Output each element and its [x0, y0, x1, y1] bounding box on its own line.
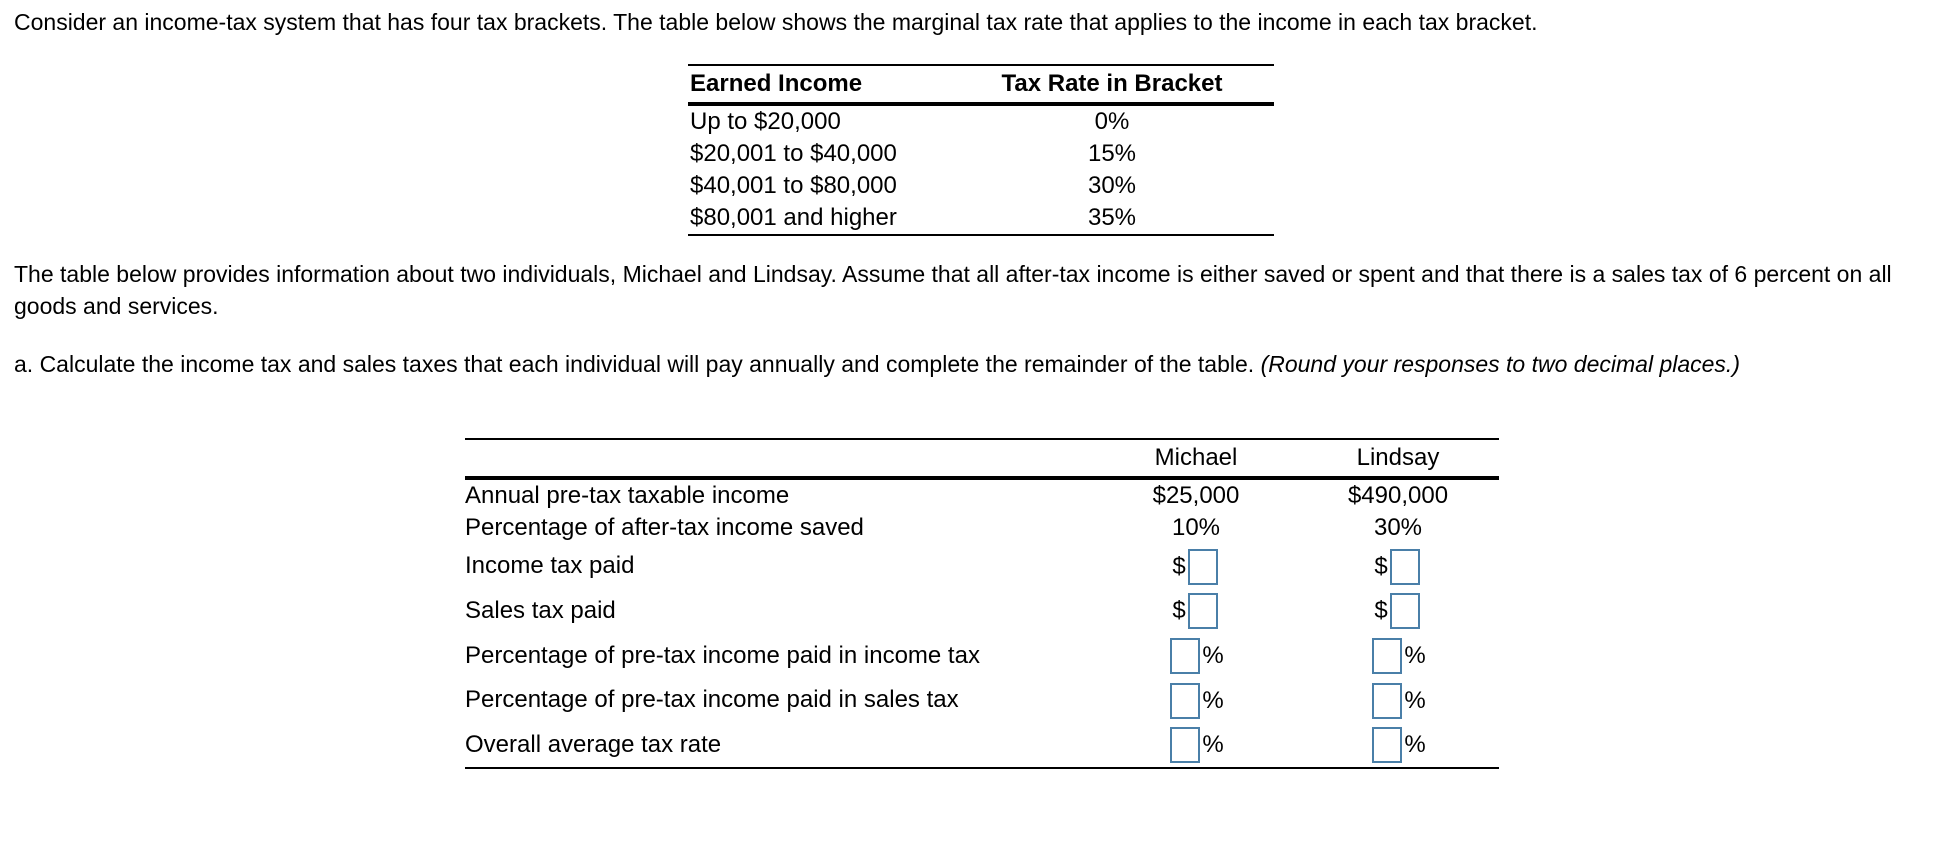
row-label-header: [465, 439, 1095, 478]
bracket-row: [688, 170, 1274, 202]
individuals-table-header-row: [465, 439, 1499, 478]
intro-text: Consider an income-tax system that has four tax brackets. The table below shows the marginal tax rate that applies to the income in each tax bracket.: [14, 9, 1538, 35]
michael-income: $25,000: [1152, 482, 1240, 509]
michael-income-tax-input[interactable]: [1188, 549, 1218, 585]
row-label: Percentage of after-tax income saved: [465, 514, 864, 541]
bracket-row: [688, 202, 1274, 235]
percent-sign: %: [1404, 731, 1426, 759]
bracket-income: $40,001 to $80,000: [690, 172, 897, 199]
michael-income-tax-pct-cell: [1095, 633, 1297, 678]
lindsay-saved-pct: 30%: [1373, 514, 1423, 541]
lindsay-income-tax-pct-input[interactable]: [1372, 638, 1402, 674]
dollar-sign: $: [1374, 552, 1388, 580]
context-text: The table below provides information about two individuals, Michael and Lindsay. Assume that all after-tax income is either saved or spent and that there is a sales tax of 6 percent on all goods and services.: [14, 261, 1892, 319]
bracket-row: [688, 104, 1274, 138]
lindsay-avg-rate-cell: [1297, 723, 1499, 769]
michael-income-tax-pct-input[interactable]: [1170, 638, 1200, 674]
bracket-income: $20,001 to $40,000: [690, 140, 897, 167]
table-row: [465, 478, 1499, 512]
individuals-table: [465, 438, 1499, 769]
bracket-rate: 35%: [950, 202, 1274, 235]
percent-sign: %: [1404, 641, 1426, 669]
michael-sales-tax-cell: [1095, 589, 1297, 634]
lindsay-sales-tax-pct-input[interactable]: [1372, 683, 1402, 719]
table-row: [465, 512, 1499, 544]
table-row: [465, 678, 1499, 723]
table-row: [465, 723, 1499, 769]
percent-sign: %: [1202, 641, 1224, 669]
table-row: [465, 589, 1499, 634]
row-label: Annual pre-tax taxable income: [465, 482, 790, 509]
dollar-sign: $: [1172, 552, 1186, 580]
lindsay-sales-tax-pct-cell: [1297, 678, 1499, 723]
bracket-table-header-row: [688, 65, 1274, 104]
question-text: [14, 348, 1914, 380]
lindsay-avg-rate-input[interactable]: [1372, 727, 1402, 763]
table-row: [465, 544, 1499, 589]
rounding-instruction: (Round your responses to two decimal places.): [1260, 351, 1740, 377]
lindsay-income: $490,000: [1347, 482, 1449, 509]
row-label: Sales tax paid: [465, 596, 616, 624]
tax-rate-header: Tax Rate in Bracket: [950, 65, 1274, 104]
michael-sales-tax-pct-cell: [1095, 678, 1297, 723]
row-label: Overall average tax rate: [465, 723, 1095, 769]
row-label: Income tax paid: [465, 552, 635, 580]
percent-sign: %: [1202, 731, 1224, 759]
earned-income-header: Earned Income: [688, 65, 950, 104]
lindsay-income-tax-input[interactable]: [1390, 549, 1420, 585]
michael-avg-rate-input[interactable]: [1170, 727, 1200, 763]
question-prompt: a. Calculate the income tax and sales taxes that each individual will pay annually and complete the remainder of the table.: [14, 351, 1261, 377]
row-label: Percentage of pre-tax income paid in sales tax: [465, 686, 959, 714]
dollar-sign: $: [1374, 597, 1388, 625]
tax-bracket-table: [688, 64, 1274, 236]
michael-saved-pct: 10%: [1171, 514, 1221, 541]
percent-sign: %: [1202, 686, 1224, 714]
lindsay-income-tax-cell: [1297, 544, 1499, 589]
michael-income-tax-cell: [1095, 544, 1297, 589]
lindsay-header: Lindsay: [1297, 439, 1499, 478]
percent-sign: %: [1404, 686, 1426, 714]
lindsay-sales-tax-cell: [1297, 589, 1499, 634]
lindsay-income-tax-pct-cell: [1297, 633, 1499, 678]
bracket-income: Up to $20,000: [690, 108, 841, 135]
michael-sales-tax-pct-input[interactable]: [1170, 683, 1200, 719]
michael-header: Michael: [1095, 439, 1297, 478]
michael-avg-rate-cell: [1095, 723, 1297, 769]
bracket-row: [688, 138, 1274, 170]
bracket-rate: 15%: [1087, 140, 1137, 167]
bracket-rate: 0%: [1094, 108, 1130, 135]
bracket-income: $80,001 and higher: [688, 202, 950, 235]
dollar-sign: $: [1172, 597, 1186, 625]
row-label: Percentage of pre-tax income paid in income tax: [465, 641, 980, 669]
bracket-rate: 30%: [1087, 172, 1137, 199]
michael-sales-tax-input[interactable]: [1188, 593, 1218, 629]
lindsay-sales-tax-input[interactable]: [1390, 593, 1420, 629]
table-row: [465, 633, 1499, 678]
